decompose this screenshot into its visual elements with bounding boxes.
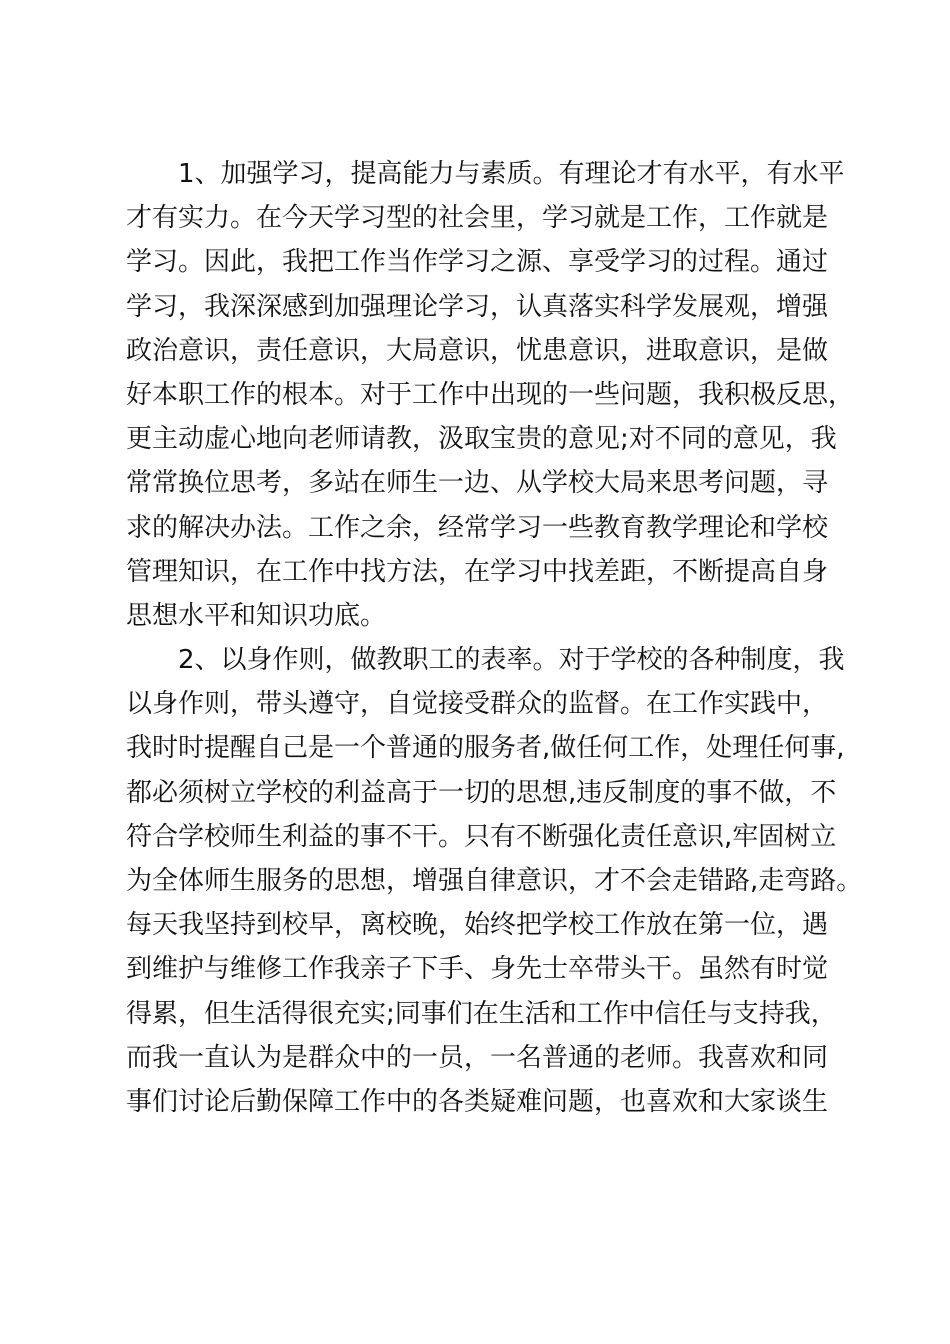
text-line: 常常换位思考，多站在师生一边、从学校大局来思考问题，寻: [126, 468, 829, 499]
text-line: 1、加强学习，提高能力与素质。有理论才有水平，有水平: [178, 159, 845, 189]
paragraph-1: [126, 152, 866, 638]
text-line: 都必须树立学校的利益高于一切的思想,违反制度的事不做，不: [126, 777, 837, 808]
text-line: 为全体师生服务的思想，增强自律意识，才不会走错路,走弯路。: [126, 866, 863, 896]
text-line: 求的解决办法。工作之余，经常学习一些教育教学理论和学校: [126, 512, 829, 543]
paragraph-2: [126, 638, 866, 1124]
text-line: 更主动虚心地向老师请教，汲取宝贵的意见;对不同的意见，我: [126, 424, 837, 455]
text-line: 我时时提醒自己是一个普通的服务者,做任何工作，处理任何事,: [126, 733, 845, 764]
text-line: 每天我坚持到校早，离校晚，始终把学校工作放在第一位，遇: [126, 910, 829, 941]
text-line: 而我一直认为是群众中的一员，一名普通的老师。我喜欢和同: [126, 1042, 829, 1073]
document-body: [126, 152, 866, 1124]
text-line: 符合学校师生利益的事不干。只有不断强化责任意识,牢固树立: [126, 821, 837, 852]
text-line: 2、以身作则，做教职工的表率。对于学校的各种制度，我: [178, 645, 845, 676]
text-line: 学习，我深深感到加强理论学习，认真落实科学发展观，增强: [126, 291, 829, 322]
text-line: 好本职工作的根本。对于工作中出现的一些问题，我积极反思，: [126, 379, 855, 410]
text-line: 事们讨论后勤保障工作中的各类疑难问题，也喜欢和大家谈生: [126, 1086, 829, 1117]
text-line: 才有实力。在今天学习型的社会里，学习就是工作，工作就是: [126, 203, 829, 234]
text-line: 政治意识，责任意识，大局意识，忧患意识，进取意识，是做: [126, 335, 829, 366]
text-line: 以身作则，带头遵守，自觉接受群众的监督。在工作实践中，: [126, 689, 829, 720]
text-line: 管理知识，在工作中找方法，在学习中找差距，不断提高自身: [126, 556, 829, 587]
text-line: 到维护与维修工作我亲子下手、身先士卒带头干。虽然有时觉: [126, 954, 829, 985]
text-line: 学习。因此，我把工作当作学习之源、享受学习的过程。通过: [126, 247, 829, 278]
text-line: 思想水平和知识功底。: [126, 600, 387, 631]
text-line: 得累，但生活得很充实;同事们在生活和工作中信任与支持我，: [126, 998, 837, 1029]
